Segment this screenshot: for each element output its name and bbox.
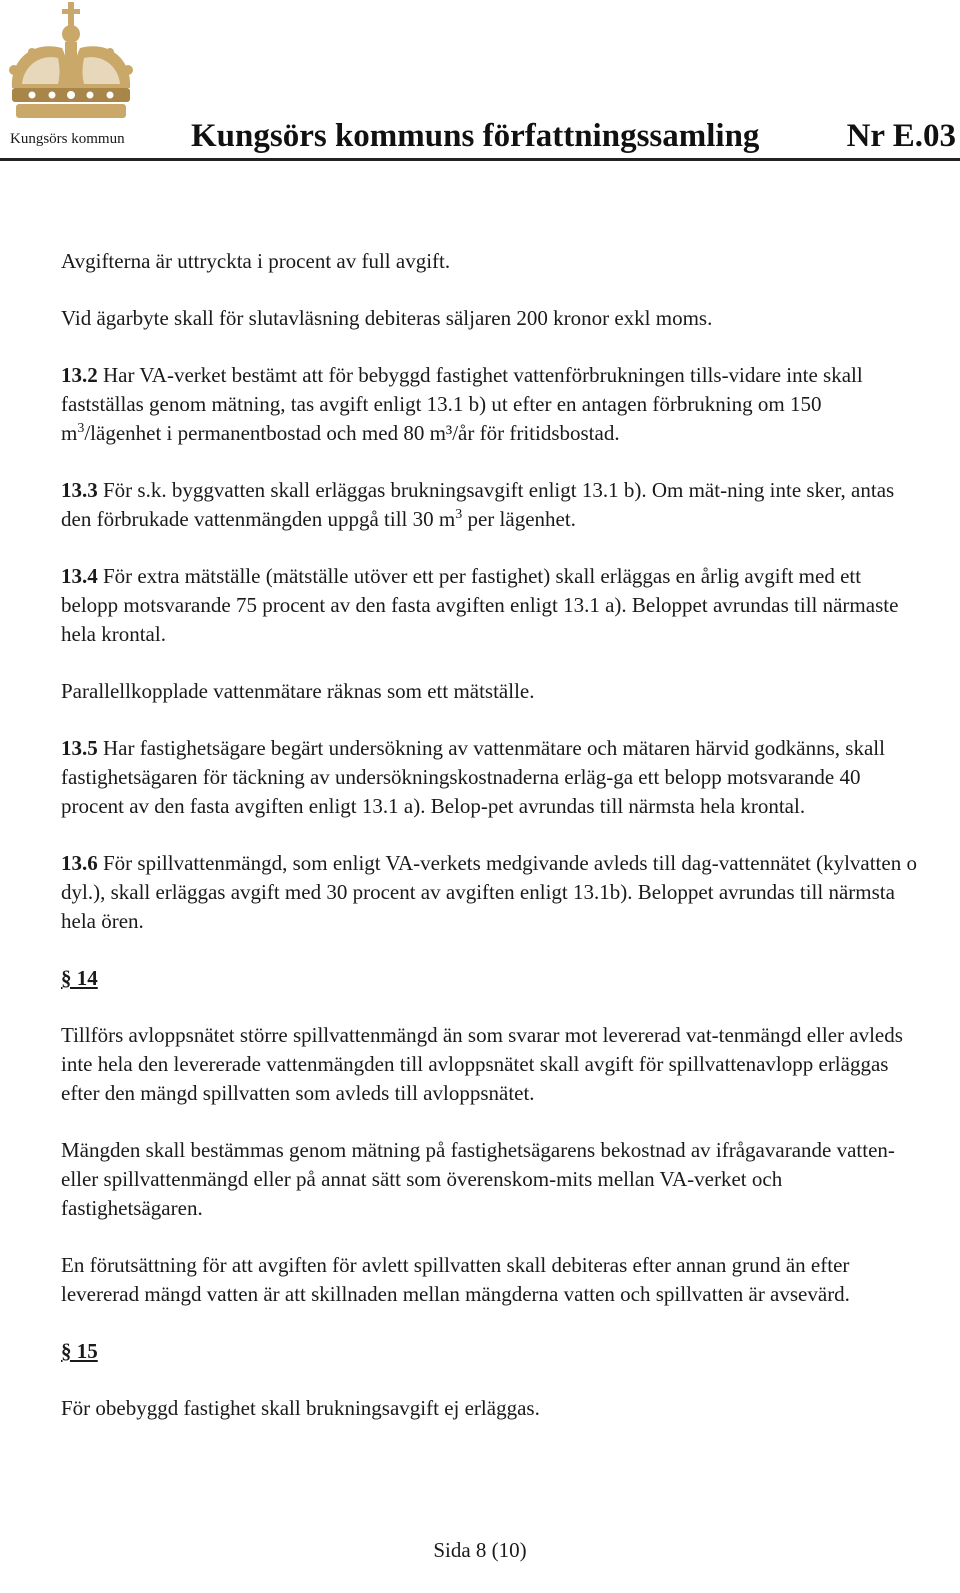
- clause-number: 13.3: [61, 478, 98, 502]
- document-header: [0, 0, 960, 164]
- clause-text: /lägenhet i permanentbostad och med 80 m³/år för fritidsbostad.: [84, 421, 620, 445]
- publication-title: Kungsörs kommuns författningssamling: [191, 118, 760, 154]
- clause-number: 13.2: [61, 363, 98, 387]
- paragraph: En förutsättning för att avgiften för avlett spillvatten skall debiteras efter annan grund än efter levererad mängd vatten är att skillnaden mellan mängderna vatten och spillvatten är avsevärd.: [61, 1253, 850, 1306]
- header-divider: [0, 158, 960, 161]
- clause-text: För s.k. byggvatten skall erläggas brukningsavgift enligt 13.1 b). Om mät-ning inte sker, antas den förbrukade vattenmängden uppgå till 30 m: [61, 478, 895, 531]
- clause-number: 13.5: [61, 736, 98, 760]
- clause-13-6: [61, 849, 921, 936]
- page-number: Sida 8 (10): [433, 1538, 527, 1562]
- clause-text: För extra mätställe (mätställe utöver ett per fastighet) skall erläggas en årlig avgift med ett belopp motsvarande 75 procent av den fasta avgiften enligt 13.1 a). Beloppet avrundas till närmaste hela krontal.: [61, 564, 899, 646]
- document-body: [61, 247, 921, 1423]
- clause-number: 13.6: [61, 851, 98, 875]
- paragraph: För obebyggd fastighet skall brukningsavgift ej erläggas.: [61, 1396, 540, 1420]
- paragraph: Mängden skall bestämmas genom mätning på fastighetsägarens bekostnad av ifrågavarande vatten- eller spillvattenmängd eller på annat sätt som överenskom-mits mellan VA-verket och fastighetsägaren.: [61, 1138, 895, 1220]
- paragraph: Avgifterna är uttryckta i procent av full avgift.: [61, 249, 451, 273]
- clause-text: per lägenhet.: [462, 507, 576, 531]
- paragraph: Tillförs avloppsnätet större spillvattenmängd än som svarar mot levererad vat-tenmängd eller avleds inte hela den levererade vattenmängden till avloppsnätet skall avgift för spillvattenavlopp erläggas efter den mängd spillvatten som avleds till avloppsnätet.: [61, 1023, 903, 1105]
- section-heading-14: § 14: [61, 966, 98, 990]
- paragraph: Parallellkopplade vattenmätare räknas som ett mätställe.: [61, 679, 535, 703]
- clause-13-2: [61, 361, 921, 448]
- clause-text: För spillvattenmängd, som enligt VA-verkets medgivande avleds till dag-vattennätet (kylvatten o dyl.), skall erläggas avgift med 30 procent av avgiften enligt 13.1b). Beloppet avrundas till närmsta hela ören.: [61, 851, 917, 933]
- document-number: Nr E.03: [846, 118, 956, 154]
- section-heading-15: § 15: [61, 1339, 98, 1363]
- clause-13-3: [61, 476, 921, 534]
- paragraph: Vid ägarbyte skall för slutavläsning debiteras säljaren 200 kronor exkl moms.: [61, 306, 713, 330]
- logo-text: Kungsörs kommun: [10, 131, 125, 147]
- clause-text: Har VA-verket bestämt att för bebyggd fastighet vattenförbrukningen tills-vidare inte skall fastställas genom mätning, tas avgift enligt 13.1 b) ut efter en antagen förbrukning om 150 m: [61, 363, 863, 445]
- superscript: 3: [455, 507, 463, 522]
- superscript: 3: [77, 421, 85, 436]
- clause-text: Har fastighetsägare begärt undersökning av vattenmätare och mätaren härvid godkänns, skall fastighetsägaren för täckning av undersökningskostnaderna erläg-ga ett belopp motsvarande 40 procent av den fasta avgiften enligt 13.1 a). Belop-pet avrundas till närmsta hela krontal.: [61, 736, 885, 818]
- clause-13-4: [61, 562, 921, 649]
- clause-13-5: [61, 734, 921, 821]
- clause-number: 13.4: [61, 564, 98, 588]
